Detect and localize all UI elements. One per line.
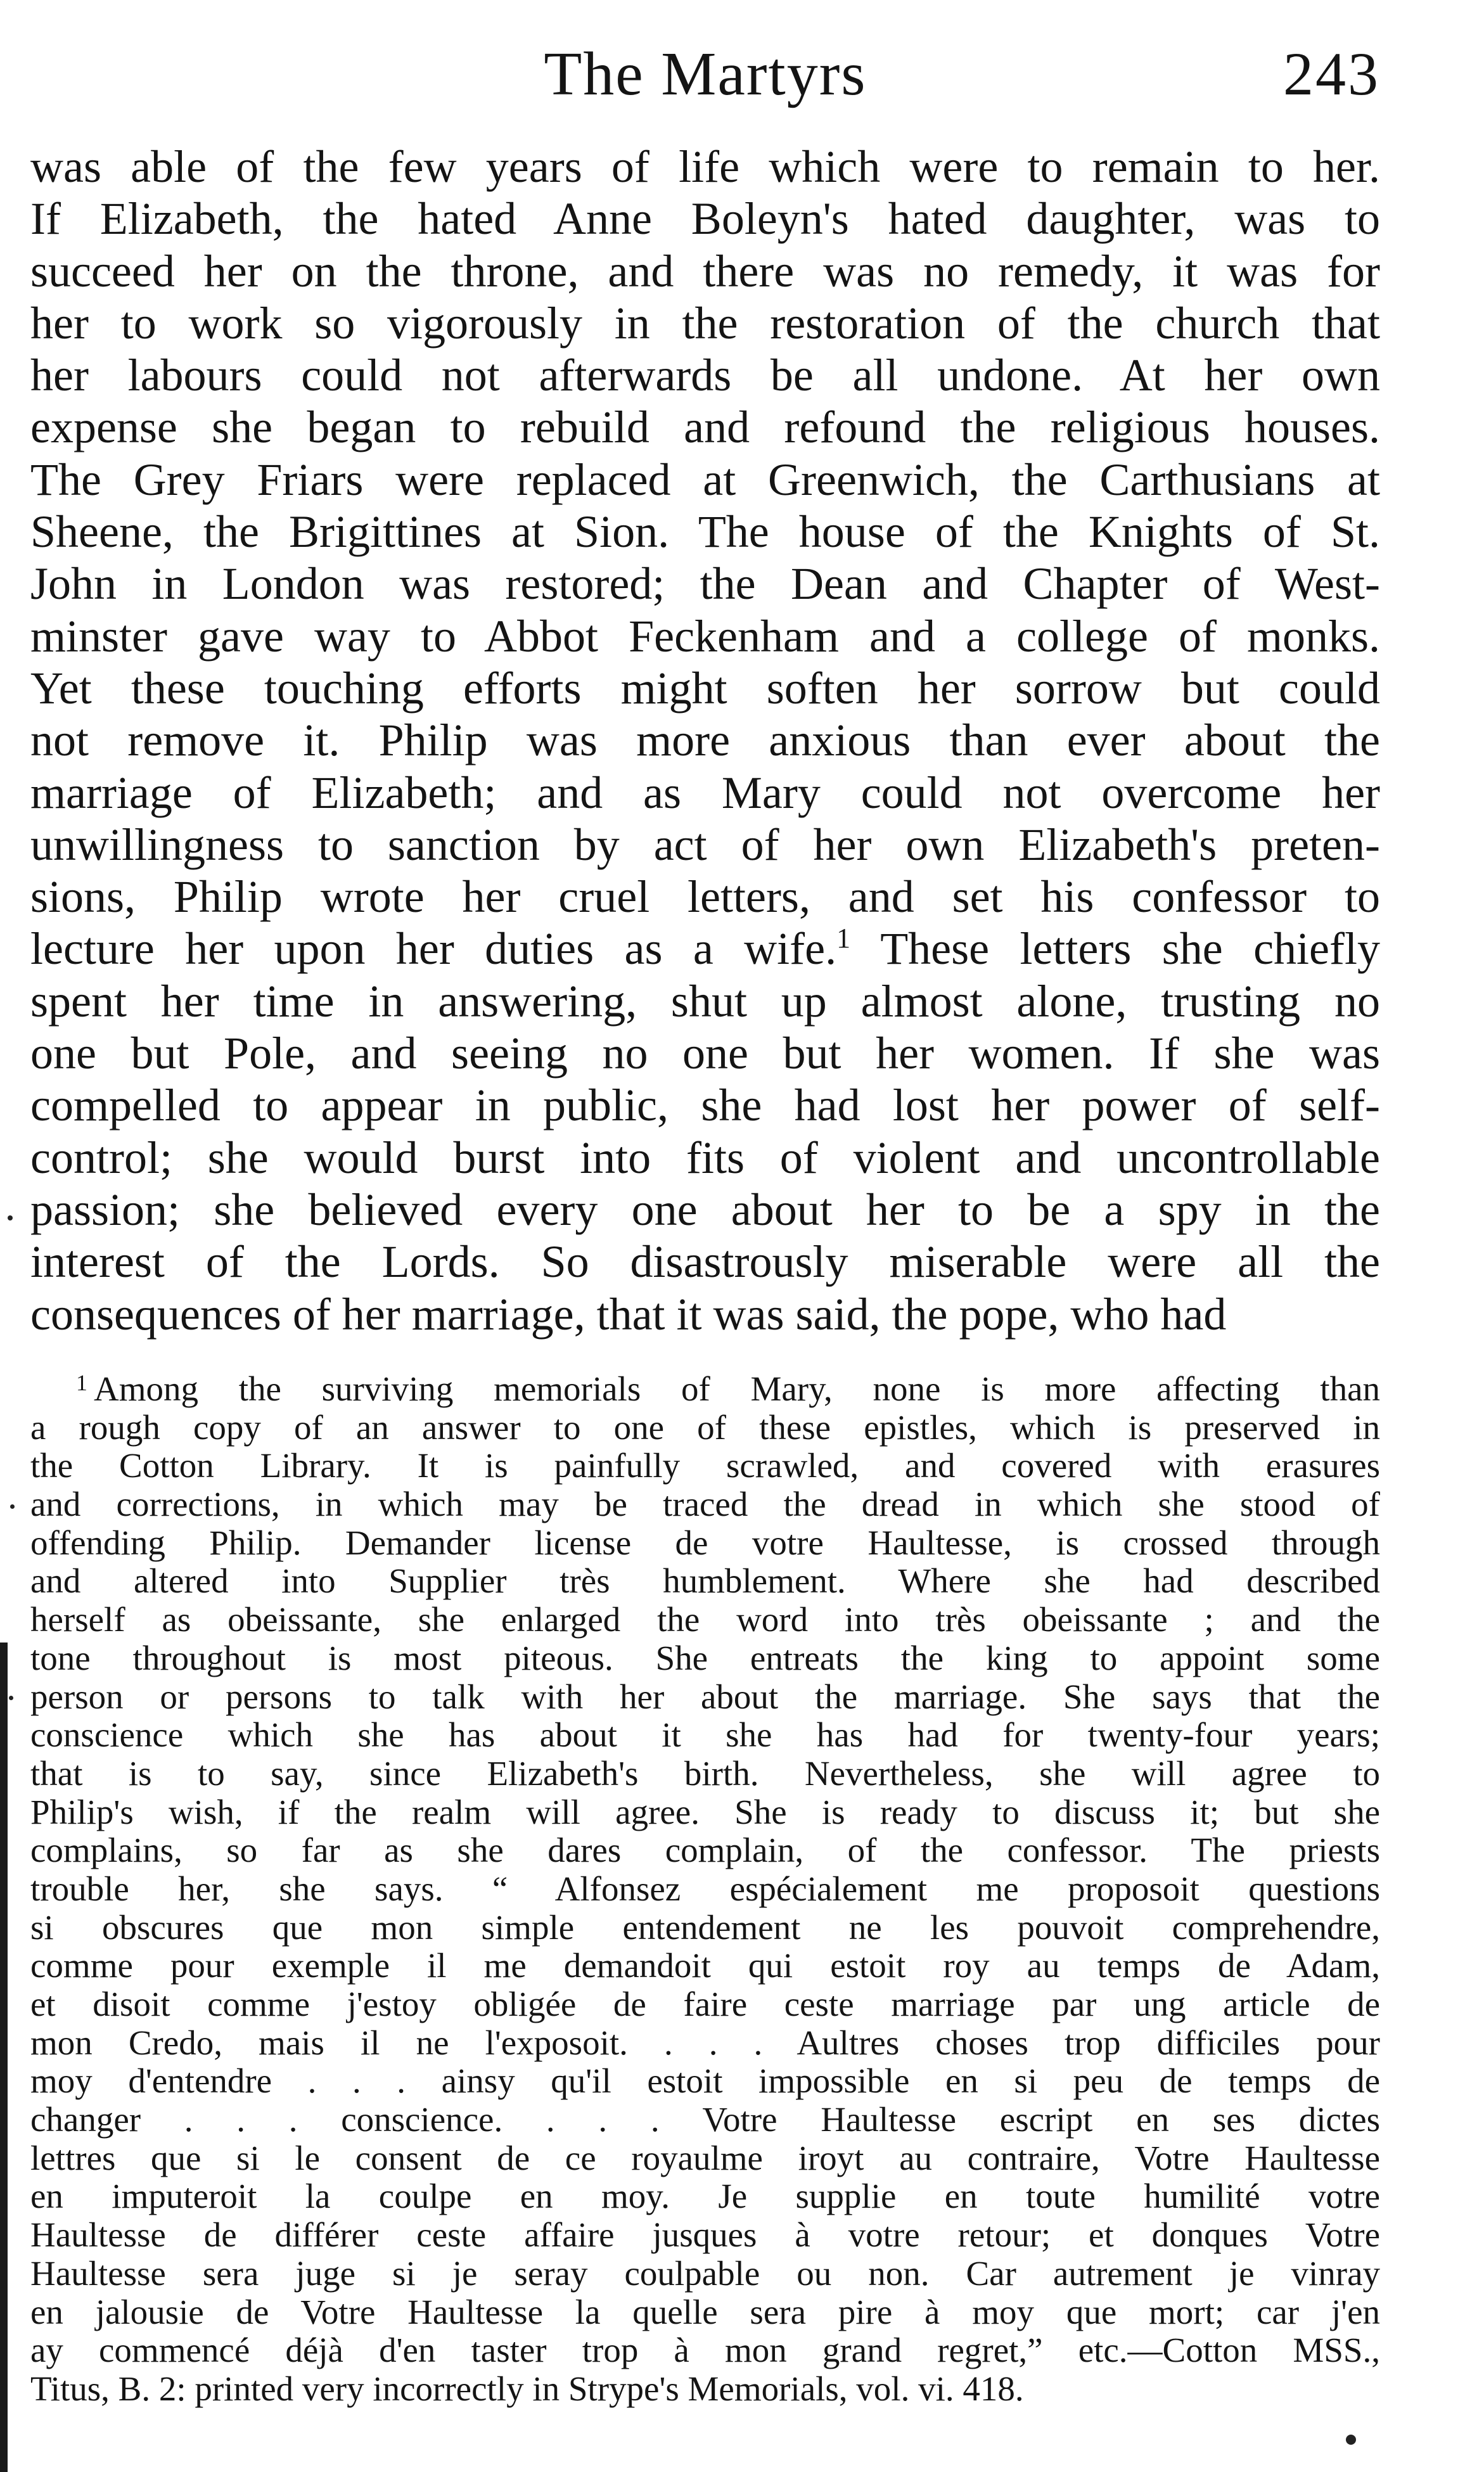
binding-shadow-rule [0,1643,8,2472]
footnote-line: herself as obeissante, she enlarged the word into très obeissante ; and the [30,1601,1380,1639]
body-line: Sheene, the Brigittines at Sion. The house of the Knights of St. [30,506,1380,558]
ink-speck [9,1696,13,1700]
ink-speck [1346,2435,1356,2445]
body-line: her to work so vigorously in the restoration of the church that [30,297,1380,349]
footnote-line: changer . . . conscience. . . . Votre Haultesse escript en ses dictes [30,2101,1380,2139]
body-line-segment: lecture her upon her duties as a wife. [30,923,837,975]
body-line: compelled to appear in public, she had lost her power of self- [30,1080,1380,1131]
running-header [30,33,1380,115]
footnote-line: that is to say, since Elizabeth's birth. Nevertheless, she will agree to [30,1754,1380,1793]
body-line: sions, Philip wrote her cruel letters, and set his confessor to [30,871,1380,923]
footnote-line: si obscures que mon simple entendement ne les pouvoit comprehendre, [30,1908,1380,1947]
footnote-line-text: Among the surviving memorials of Mary, none is more affecting than [94,1370,1380,1408]
footnote-line: Haultesse de différer ceste affaire jusques à votre retour; et donques Votre [30,2216,1380,2255]
footnote-line: en imputeroit la coulpe en moy. Je supplie en toute humilité votre [30,2177,1380,2216]
footnote [30,1370,1380,2409]
body-line-with-footnote-ref [30,923,1380,975]
body-line: minster gave way to Abbot Feckenham and a college of monks. [30,610,1380,662]
body-line: control; she would burst into fits of violent and uncontrollable [30,1132,1380,1183]
body-line: was able of the few years of life which were to remain to her. [30,141,1380,192]
footnote-line [30,1370,1380,1409]
footnote-line: and corrections, in which may be traced the dread in which she stood of [30,1485,1380,1524]
body-line: unwillingness to sanction by act of her own Elizabeth's preten- [30,819,1380,870]
footnote-line: conscience which she has about it she has had for twenty-four years; [30,1716,1380,1755]
footnote-line: Haultesse sera juge si je seray coulpable ou non. Car autrement je vinray [30,2254,1380,2293]
body-line: her labours could not afterwards be all undone. At her own [30,350,1380,401]
body-line: John in London was restored; the Dean and Chapter of West- [30,558,1380,610]
footnote-line: moy d'entendre . . . ainsy qu'il estoit impossible en si peu de temps de [30,2062,1380,2101]
footnote-line: Titus, B. 2: printed very incorrectly in Strype's Memorials, vol. vi. 418. [30,2369,1024,2408]
body-line: not remove it. Philip was more anxious than ever about the [30,715,1380,766]
footnote-line: and altered into Supplier très humblement. Where she had described [30,1562,1380,1601]
body-line: expense she began to rebuild and refound the religious houses. [30,402,1380,453]
footnote-line: et disoit comme j'estoy obligée de faire ceste marriage par ung article de [30,1985,1380,2023]
body-line: succeed her on the throne, and there was no remedy, it was for [30,245,1380,297]
footnote-line: comme pour exemple il me demandoit qui estoit roy au temps de Adam, [30,1947,1380,1985]
body-line: The Grey Friars were replaced at Greenwich, the Carthusians at [30,454,1380,505]
footnote-line: complains, so far as she dares complain, of the confessor. The priests [30,1831,1380,1870]
body-line: consequences of her marriage, that it was said, the pope, who had [30,1288,1227,1340]
footnote-line: trouble her, she says. “ Alfonsez espécialement me proposoit questions [30,1869,1380,1908]
ink-speck [8,1215,13,1220]
footnote-line: lettres que si le consent de ce royaulme iroyt au contraire, Votre Haultesse [30,2139,1380,2177]
body-line: interest of the Lords. So disastrously miserable were all the [30,1236,1380,1288]
body-text [30,141,1380,1340]
footnote-reference[interactable]: 1 [836,923,851,954]
footnote-line: mon Credo, mais il ne l'exposoit. . . . Aultres choses trop difficiles pour [30,2023,1380,2062]
body-line: Yet these touching efforts might soften her sorrow but could [30,662,1380,714]
ink-speck [10,1504,15,1509]
body-line: passion; she believed every one about her to be a spy in the [30,1184,1380,1235]
footnote-marker: 1 [76,1370,87,1395]
footnote-line: person or persons to talk with her about the marriage. She says that the [30,1677,1380,1716]
running-title: The Martyrs [544,40,867,108]
footnote-line: tone throughout is most piteous. She entreats the king to appoint some [30,1639,1380,1677]
body-line: marriage of Elizabeth; and as Mary could not overcome her [30,767,1380,818]
body-line: one but Pole, and seeing no one but her women. If she was [30,1028,1380,1079]
footnote-line: en jalousie de Votre Haultesse la quelle sera pire à moy que mort; car j'en [30,2293,1380,2331]
body-line-segment: These letters she chiefly [850,923,1380,975]
footnote-line: Philip's wish, if the realm will agree. She is ready to discuss it; but she [30,1793,1380,1831]
body-line: spent her time in answering, shut up almost alone, trusting no [30,975,1380,1027]
footnote-line: a rough copy of an answer to one of these epistles, which is preserved in [30,1408,1380,1447]
page-number: 243 [1283,40,1380,108]
footnote-line: the Cotton Library. It is painfully scrawled, and covered with erasures [30,1447,1380,1485]
footnote-line: offending Philip. Demander license de votre Haultesse, is crossed through [30,1523,1380,1562]
footnote-line: ay commencé déjà d'en taster trop à mon grand regret,” etc.—Cotton MSS., [30,2331,1380,2370]
body-line: If Elizabeth, the hated Anne Boleyn's hated daughter, was to [30,193,1380,245]
